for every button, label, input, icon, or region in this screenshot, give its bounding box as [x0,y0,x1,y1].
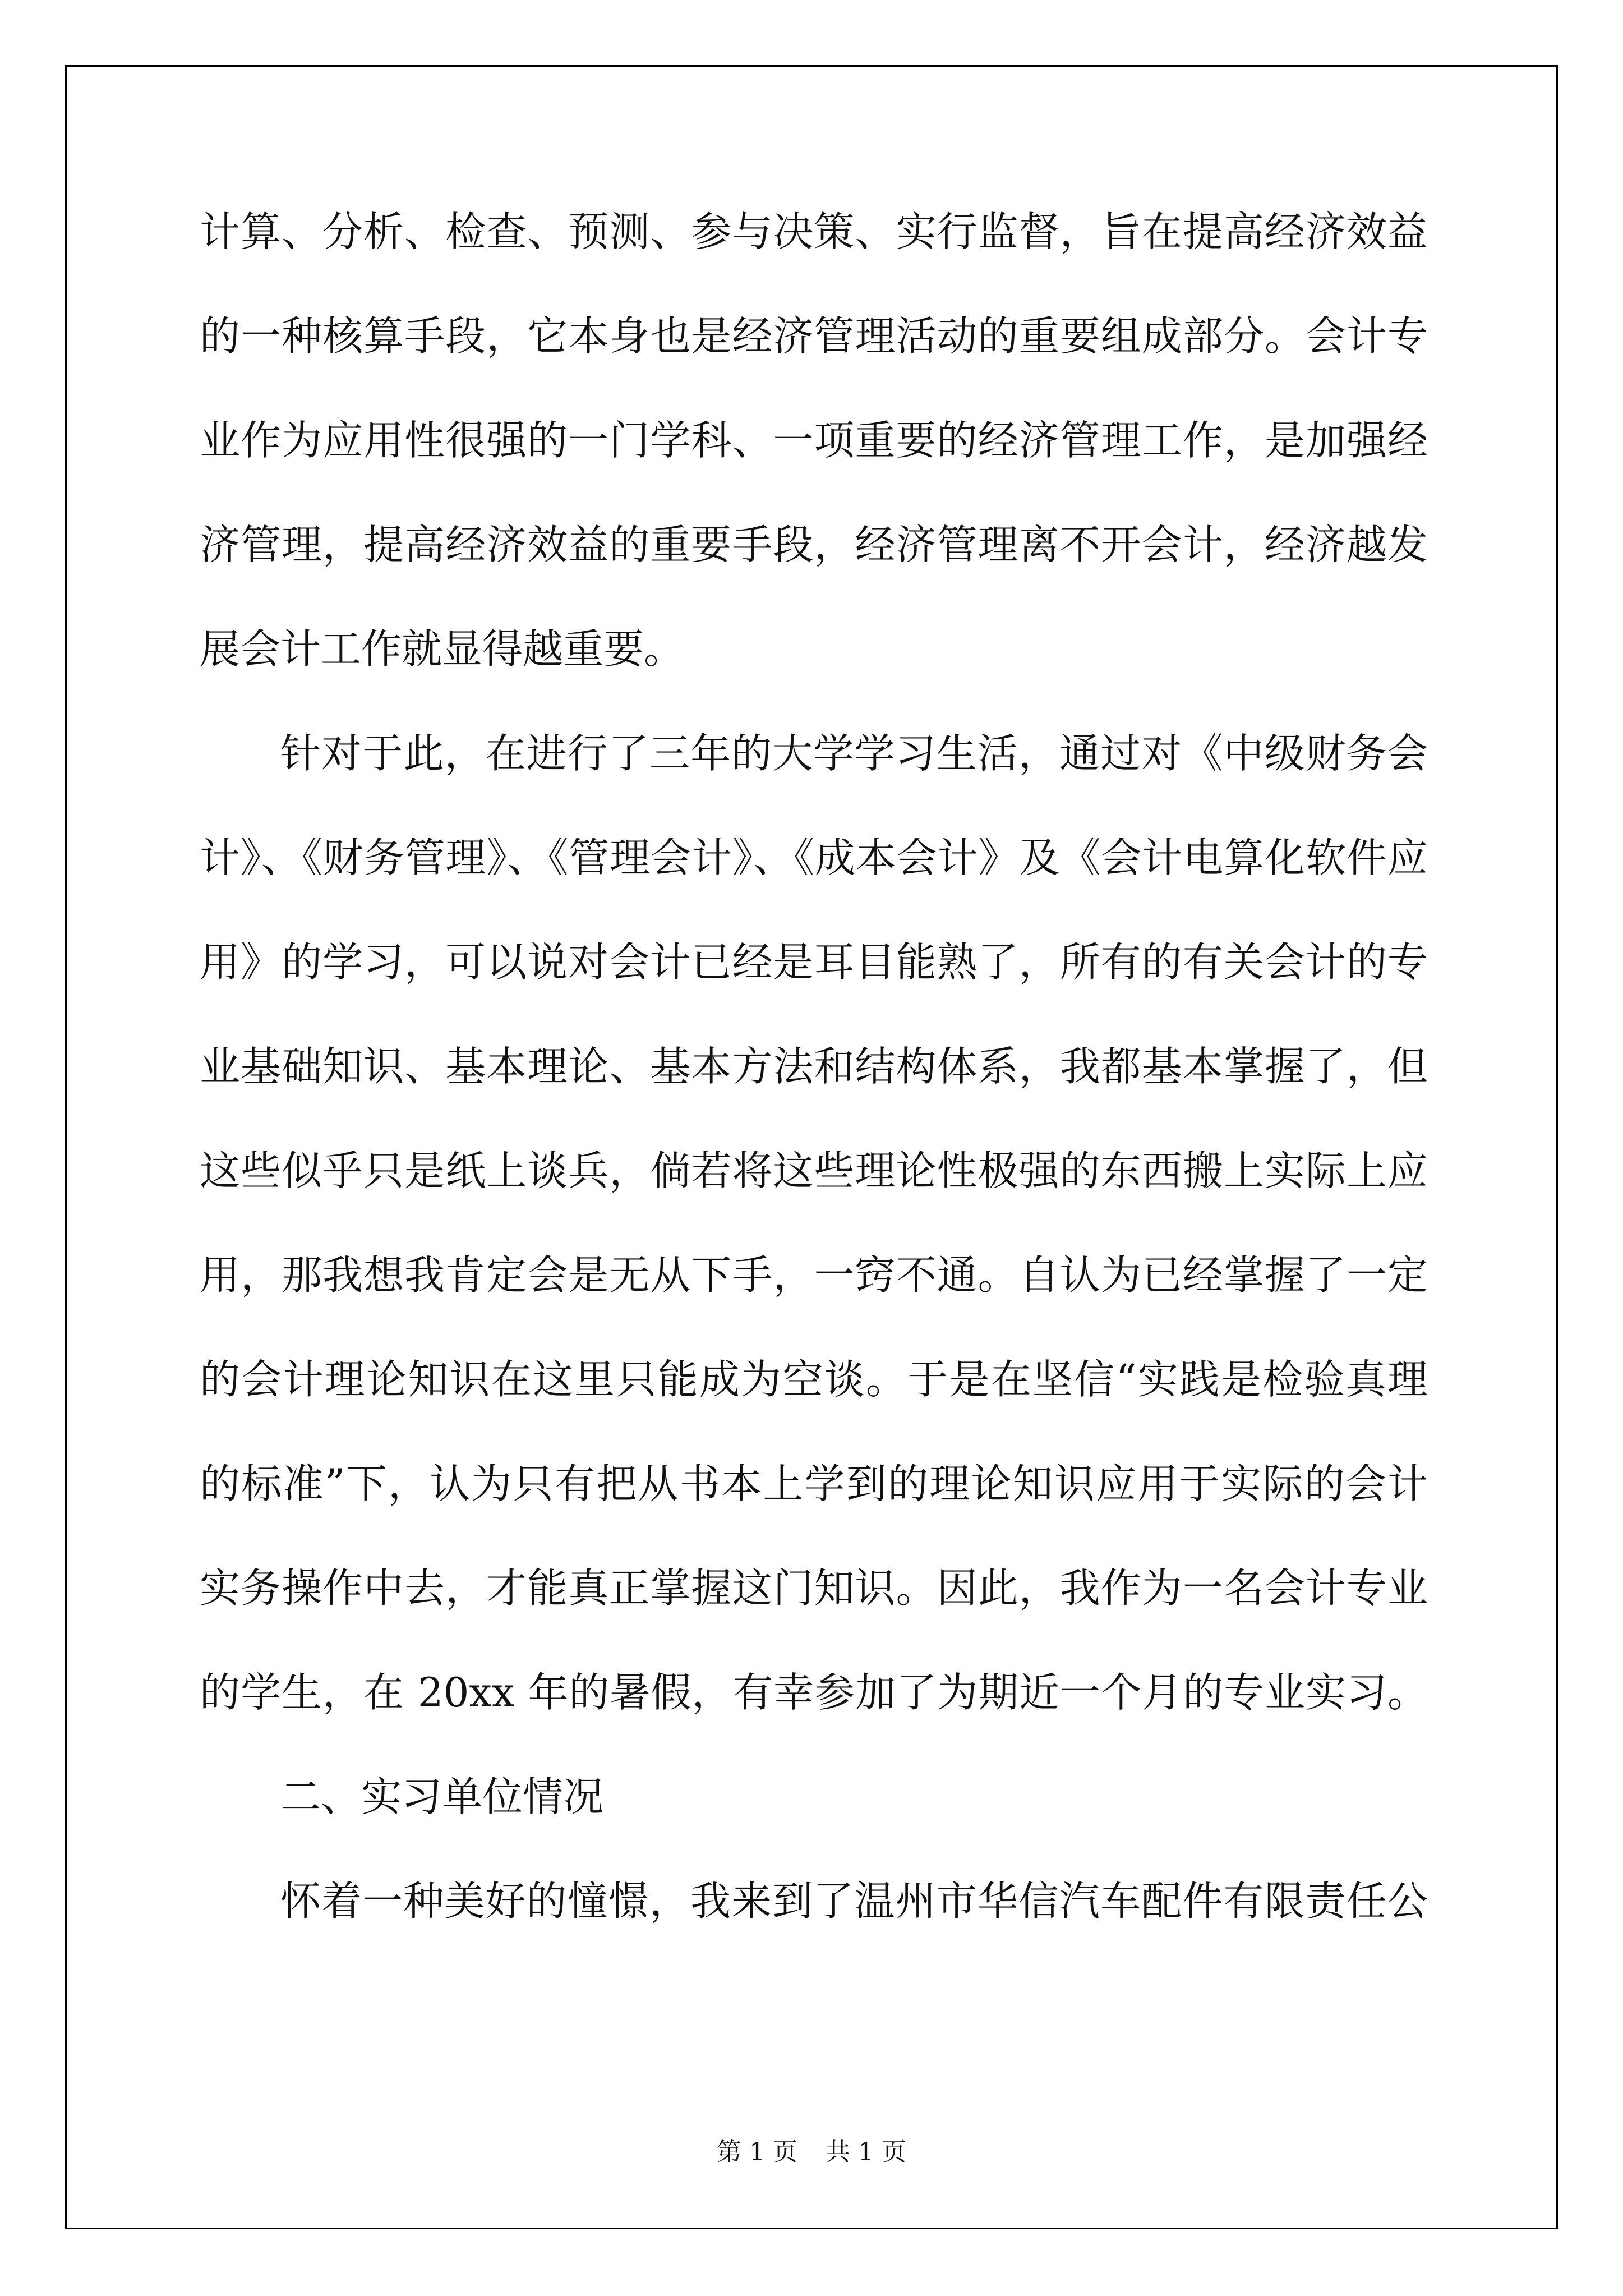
line-text: 怀着一种美好的憧憬，我来到了温州市华信汽车配件有限责任公 [280,1878,1428,1925]
line-text: 的会计理论知识在这里只能成为空谈。于是在坚信“实践是检验真理 [200,1356,1428,1403]
page-number: 第 1 页 [717,2138,797,2166]
line-text: 这些似乎只是纸上谈兵，倘若将这些理论性极强的东西搬上实际上应 [200,1147,1428,1194]
text-line [200,623,1428,675]
text-line [200,1353,1428,1406]
page-footer [0,2132,1623,2168]
text-line [200,518,1428,571]
text-line [200,1144,1428,1197]
text-line [200,1562,1428,1614]
text-line [200,205,1428,258]
text-line [200,1875,1428,1927]
line-text: 二、实习单位情况 [280,1773,604,1820]
line-text: 济管理，提高经济效益的重要手段，经济管理离不开会计，经济越发 [200,521,1428,568]
page-total: 共 1 页 [826,2138,906,2166]
line-text: 计算、分析、检查、预测、参与决策、实行监督，旨在提高经济效益 [200,208,1428,255]
document-body [200,205,1428,1979]
text-line [200,1457,1428,1510]
text-line [200,727,1428,780]
line-text: 用，那我想我肯定会是无从下手，一窍不通。自认为已经掌握了一定 [200,1251,1428,1299]
line-text: 计》、《财务管理》、《管理会计》、《成本会计》及《会计电算化软件应 [200,834,1428,881]
line-text: 实务操作中去，才能真正掌握这门知识。因此，我作为一名会计专业 [200,1565,1428,1612]
line-text: 业作为应用性很强的一门学科、一项重要的经济管理工作，是加强经 [200,417,1428,464]
section-heading [200,1770,1428,1823]
line-text: 的标准”下，认为只有把从书本上学到的理论知识应用于实际的会计 [200,1460,1428,1507]
text-line [200,1249,1428,1301]
text-line [200,310,1428,362]
text-line [200,1040,1428,1093]
line-text: 用》的学习，可以说对会计已经是耳目能熟了，所有的有关会计的专 [200,938,1428,986]
line-text: 针对于此，在进行了三年的大学学习生活，通过对《中级财务会 [280,730,1428,777]
text-line [200,1666,1428,1719]
text-line [200,831,1428,884]
text-line [200,936,1428,988]
line-text: 的一种核算手段，它本身也是经济管理活动的重要组成部分。会计专 [200,312,1428,360]
line-text: 业基础知识、基本理论、基本方法和结构体系，我都基本掌握了，但 [200,1043,1428,1090]
line-text: 的学生，在 20xx 年的暑假，有幸参加了为期近一个月的专业实习。 [200,1669,1428,1716]
line-text: 展会计工作就显得越重要。 [200,625,685,673]
text-line [200,414,1428,467]
